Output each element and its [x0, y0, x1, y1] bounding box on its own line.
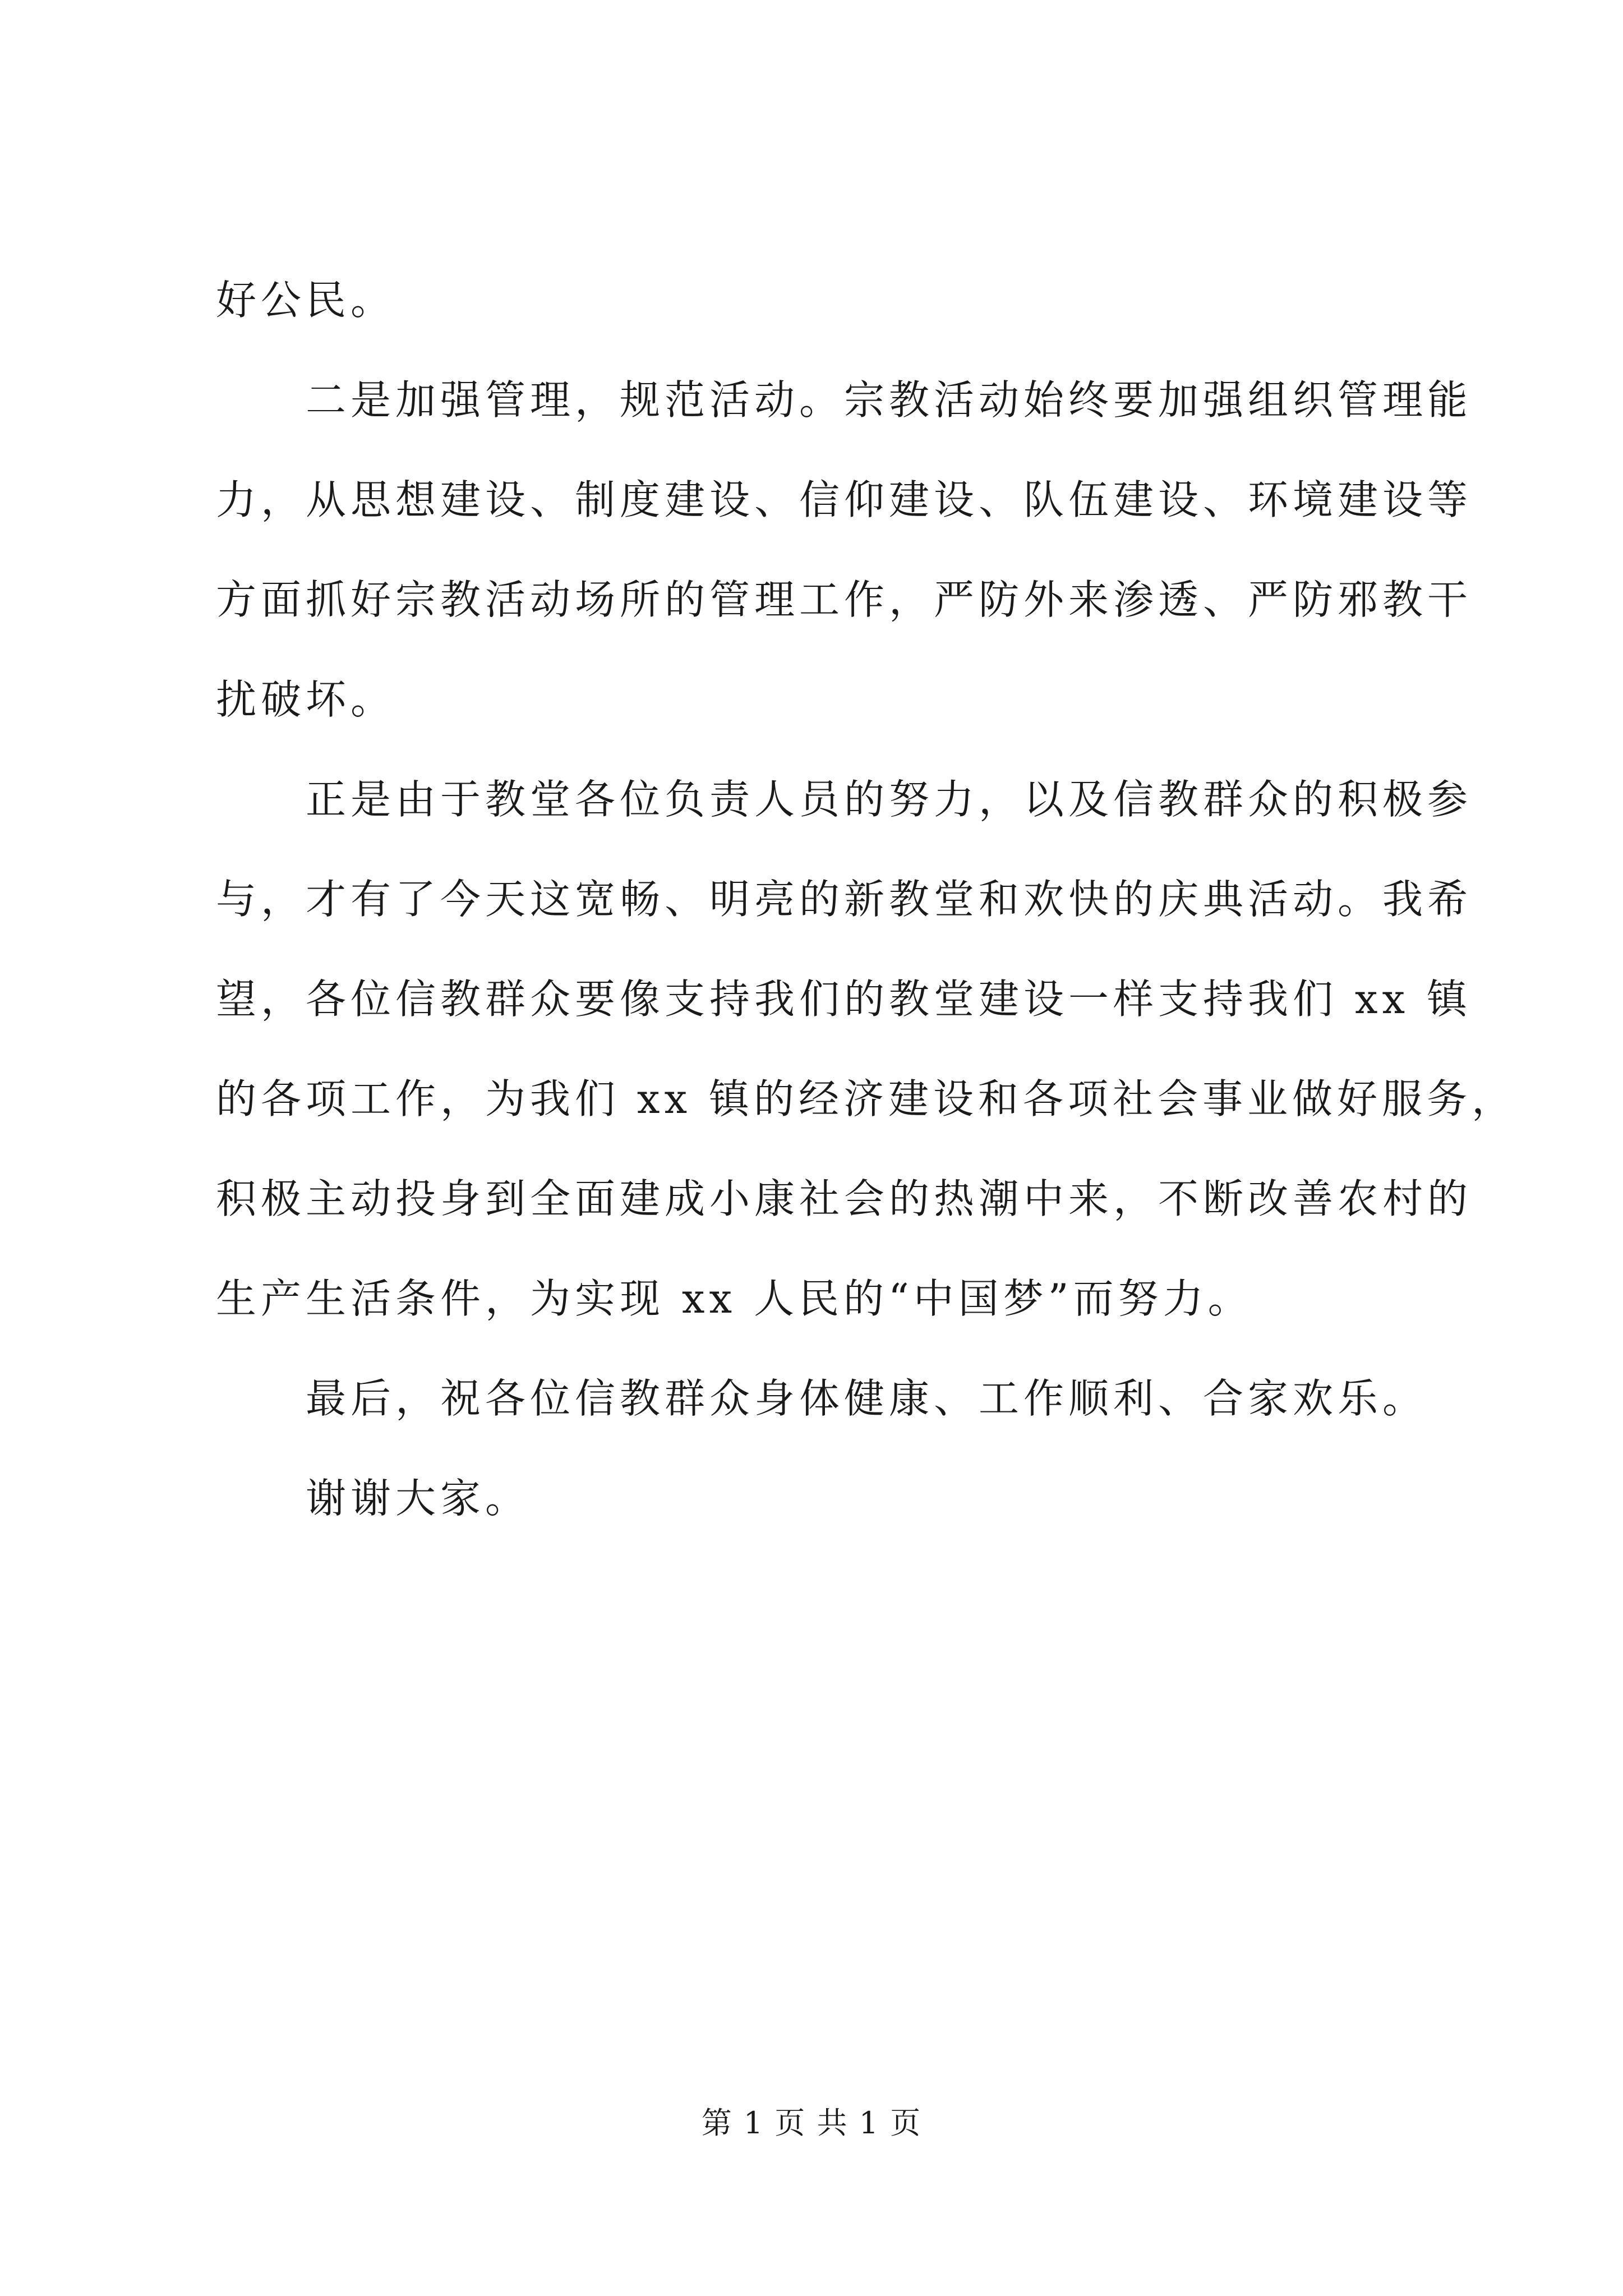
paragraph-5 — [216, 1448, 1416, 1548]
paragraph-line: 积极主动投身到全面建成小康社会的热潮中来，不断改善农村的 — [216, 1175, 1473, 1222]
paragraph-line: 最后，祝各位信教群众身体健康、工作顺利、合家欢乐。 — [306, 1375, 1428, 1422]
paragraph-line: 二是加强管理，规范活动。宗教活动始终要加强组织管理能 — [306, 376, 1473, 424]
paragraph-line: 正是由于教堂各位负责人员的努力，以及信教群众的积极参 — [306, 776, 1473, 823]
paragraph-line: 力，从思想建设、制度建设、信仰建设、队伍建设、环境建设等 — [216, 476, 1473, 523]
paragraph-line: 与，才有了今天这宽畅、明亮的新教堂和欢快的庆典活动。我希 — [216, 876, 1473, 923]
paragraph-4 — [216, 1349, 1428, 1448]
paragraph-line: 谢谢大家。 — [306, 1475, 531, 1522]
paragraph-3 — [216, 749, 1516, 1349]
paragraph-line: 望，各位信教群众要像支持我们的教堂建设一样支持我们 xx 镇 — [216, 976, 1472, 1023]
paragraph-line: 扰破坏。 — [216, 676, 396, 723]
document-body — [216, 250, 1516, 1548]
page-footer: 第 1 页 共 1 页 — [701, 2105, 922, 2141]
paragraph-line: 的各项工作，为我们 xx 镇的经济建设和各项社会事业做好服务， — [216, 1075, 1516, 1122]
paragraph-2 — [216, 350, 1473, 749]
paragraph-1 — [216, 250, 1416, 350]
paragraph-line: 好公民。 — [216, 277, 396, 324]
paragraph-line: 生产生活条件，为实现 xx 人民的“中国梦”而努力。 — [216, 1275, 1253, 1322]
paragraph-line: 方面抓好宗教活动场所的管理工作，严防外来渗透、严防邪教干 — [216, 576, 1473, 623]
